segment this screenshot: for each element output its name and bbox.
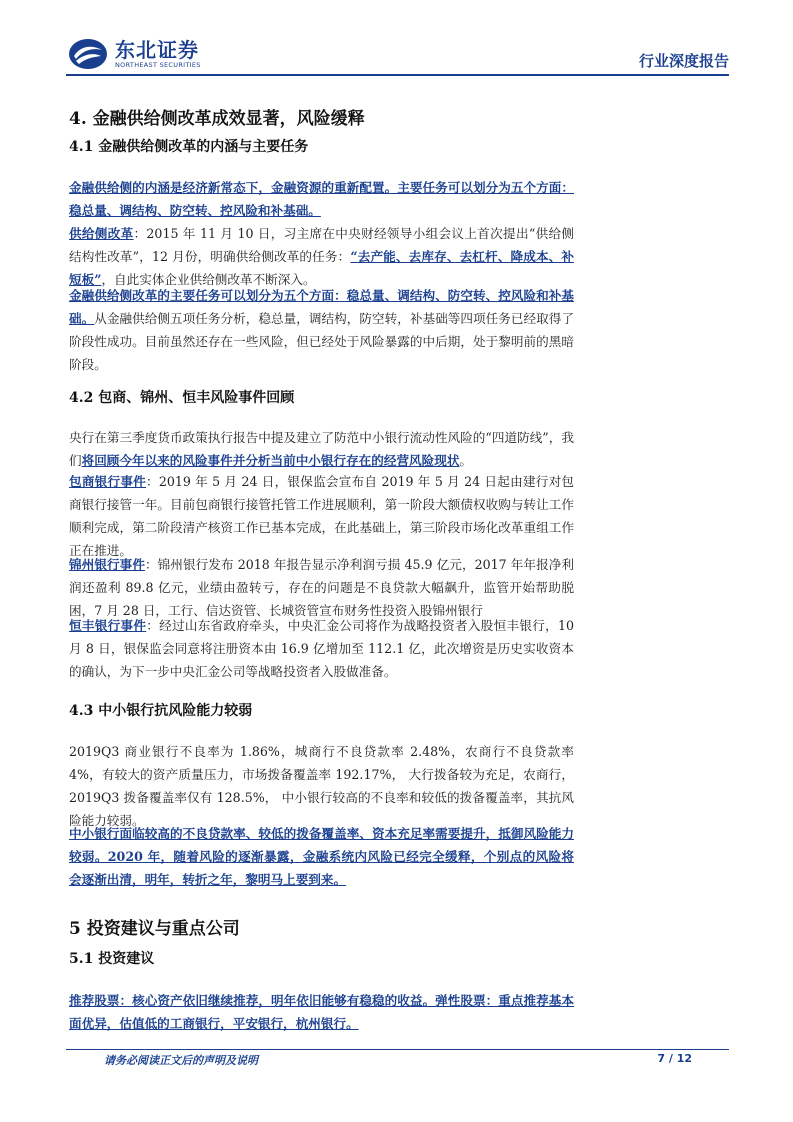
body-text: ：2015 年 11 月 10 日，习主席在中央财经领导小组会议上首次提出“供给侧结构性改革”，12 月份，明确供给侧改革的任务： <box>69 226 574 264</box>
logo-name-cn: 东北证券 <box>115 37 199 62</box>
header-divider <box>66 74 729 76</box>
key-point-text: 将回顾今年以来的风险事件并分析当前中小银行存在的经营风险现状 <box>81 453 460 468</box>
company-logo <box>67 34 201 74</box>
body-text: ：锦州银行发布 2018 年报告显示净利润亏损 45.9 亿元，2017 年年报净利润还盈利 89.8 亿元，业绩由盈转亏，存在的问题是不良贷款大幅飙升，监管开始帮助脱困，7 月 28 日，工行、信达资管、长城资管宣布财务性投资入股锦州银行 <box>69 557 574 618</box>
section-4-1-title: 4.1 金融供给侧改革的内涵与主要任务 <box>69 139 309 155</box>
section-4-2-paragraph-3 <box>69 553 574 622</box>
report-type-label: 行业深度报告 <box>638 52 729 70</box>
body-text: ：经过山东省政府牵头，中央汇金公司将作为战略投资者入股恒丰银行，10 月 8 日，银保监会同意将注册资本由 16.9 亿增加至 112.1 亿，此次增资是历史实收资本的确认，为下一步中央汇金公司等战略投资者入股做准备。 <box>69 618 575 679</box>
body-text: 央行在第三季度货币政策执行报告中提及建立了防范中小银行流动性风险的“四道防线”，我们 <box>69 430 574 468</box>
body-text: ：2019 年 5 月 24 日，银保监会宣布自 2019 年 5 月 24 日起由建行对包商银行接管一年。目前包商银行接管托管工作进展顺利，第一阶段大额债权收购与转让工作顺利完成，第二阶段清产核资工作已基本完成，在此基础上，第三阶段市场化改革重组工作正在推进。 <box>69 474 574 558</box>
section-4-1-paragraph-1 <box>69 176 574 222</box>
body-text: ，自此实体企业供给侧改革不断深入。 <box>101 272 316 287</box>
key-quote: “去产能、去库存、去杠杆、降成本、补短板” <box>69 249 574 287</box>
body-text: 。 <box>459 453 472 468</box>
body-text: 2019Q3 商业银行不良率为 1.86%，城商行不良贷款率 2.48%，农商行不良贷款率 4%，有较大的资产质量压力，市场拨备覆盖率 192.17%， 大行拨备较为充足，农商行，2019Q3 拨备覆盖率仅有 128.5%， 中小银行较高的不良率和较低的拨备覆盖率，其抗风险能力较弱。 <box>69 744 574 828</box>
section-4-2-paragraph-2 <box>69 470 574 562</box>
key-term: 恒丰银行事件 <box>69 618 147 633</box>
key-term: 供给侧改革 <box>69 226 134 241</box>
section-4-3-title: 4.3 中小银行抗风险能力较弱 <box>69 703 253 719</box>
logo-name-en: NORTHEAST SECURITIES <box>115 60 201 69</box>
section-4-3-paragraph-2 <box>69 822 574 891</box>
section-4-1-paragraph-2 <box>69 222 574 291</box>
section-4-title: 4. 金融供给侧改革成效显著，风险缓释 <box>69 109 365 129</box>
body-text: 从金融供给侧五项任务分析，稳总量，调结构，防空转，补基础等四项任务已经取得了阶段性成功。目前虽然还存在一些风险，但已经处于风险暴露的中后期，处于黎明前的黑暗阶段。 <box>69 311 575 372</box>
key-point-text: 推荐股票：核心资产依旧继续推荐，明年依旧能够有稳稳的收益。弹性股票：重点推荐基本面优异，估值低的工商银行，平安银行，杭州银行。 <box>69 993 574 1031</box>
section-4-2-paragraph-1 <box>69 426 574 472</box>
section-4-1-paragraph-3 <box>69 284 574 376</box>
section-5-1-title: 5.1 投资建议 <box>69 951 155 967</box>
key-term: 包商银行事件 <box>69 474 146 489</box>
section-4-2-title: 4.2 包商、锦州、恒丰风险事件回顾 <box>69 390 295 406</box>
key-point-text: 中小银行面临较高的不良贷款率、较低的拨备覆盖率、资本充足率需要提升，抵御风险能力较弱。2020 年，随着风险的逐渐暴露，金融系统内风险已经完全缓释，个别点的风险将会逐渐出清，明年，转折之年，黎明马上要到来。 <box>69 826 574 887</box>
key-term: 锦州银行事件 <box>69 557 145 572</box>
footer-divider <box>66 1049 729 1050</box>
key-point-text: 金融供给侧改革的主要任务可以划分为五个方面：稳总量、调结构、防空转、控风险和补基础。 <box>69 288 574 326</box>
page-number: 7 / 12 <box>657 1052 692 1065</box>
section-4-3-paragraph-1 <box>69 740 574 832</box>
disclaimer-note: 请务必阅读正文后的声明及说明 <box>104 1054 258 1067</box>
northeast-securities-logo-icon <box>67 37 109 71</box>
section-4-2-paragraph-4 <box>69 614 574 683</box>
section-5-1-paragraph-1 <box>69 989 574 1035</box>
key-point-text: 金融供给侧的内涵是经济新常态下，金融资源的重新配置。主要任务可以划分为五个方面：稳总量、调结构、防空转、控风险和补基础。 <box>69 180 574 218</box>
section-5-title: 5 投资建议与重点公司 <box>69 919 240 939</box>
